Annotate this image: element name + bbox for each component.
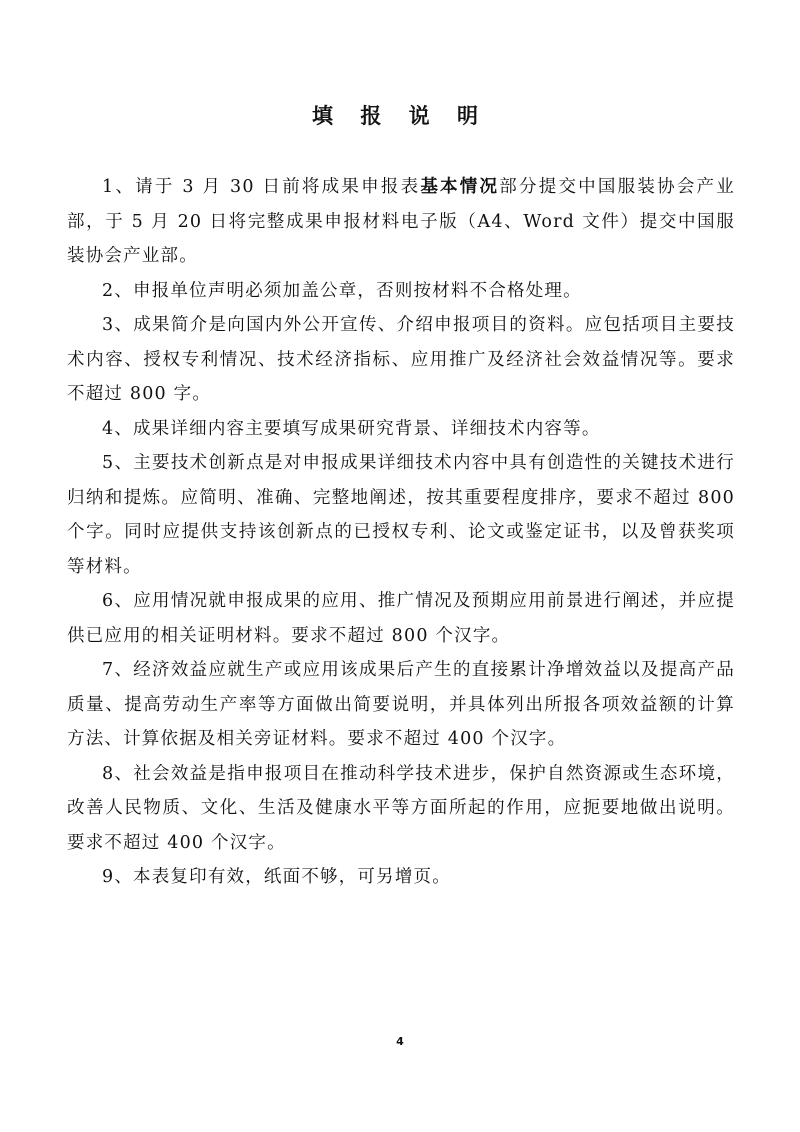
instruction-item-7: 7、经济效益应就生产或应用该成果后产生的直接累计净增效益以及提高产品质量、提高劳动生产率等方面做出简要说明，并具体列出所报各项效益额的计算方法、计算依据及相关旁证材料。要求不超过 400 个汉字。	[67, 660, 735, 749]
instruction-item-1	[67, 170, 735, 274]
instruction-item-2: 2、申报单位声明必须加盖公章，否则按材料不合格处理。	[102, 280, 582, 301]
instruction-item-4: 4、成果详细内容主要填写成果研究背景、详细技术内容等。	[102, 418, 601, 439]
instruction-item-5: 5、主要技术创新点是对申报成果详细技术内容中具有创造性的关键技术进行归纳和提炼。应简明、准确、完整地阐述，按其重要程度排序，要求不超过 800 个字。同时应提供支持该创新点的已授权专利、论文或鉴定证书，以及曾获奖项等材料。	[67, 453, 735, 577]
instruction-item-3: 3、成果简介是向国内外公开宣传、介绍申报项目的资料。应包括项目主要技术内容、授权专利情况、技术经济指标、应用推广及经济社会效益情况等。要求不超过 800 字。	[67, 315, 735, 404]
instruction-1-text-end: 部分提交中国服装协会产业部，于 5 月 20 日将完整成果申报材料电子版（A4、Word 文件）提交中国服装协会产业部。	[67, 177, 735, 266]
instruction-item-6: 6、应用情况就申报成果的应用、推广情况及预期应用前景进行阐述，并应提供已应用的相关证明材料。要求不超过 800 个汉字。	[67, 591, 735, 646]
instruction-item-9: 9、本表复印有效，纸面不够，可另增页。	[102, 867, 451, 887]
document-title: 填 报 说 明	[312, 104, 488, 128]
instructions-body	[67, 170, 735, 895]
page-number: 4	[396, 1035, 404, 1048]
instruction-item-8: 8、社会效益是指申报项目在推动科学技术进步，保护自然资源或生态环境，改善人民物质、文化、生活及健康水平等方面所起的作用，应扼要地做出说明。要求不超过 400 个汉字。	[67, 763, 735, 853]
instruction-1-text-start: 1、请于 3 月 30 日前将成果申报表	[102, 177, 421, 197]
instruction-1-emphasis: 基本情况	[420, 177, 500, 197]
